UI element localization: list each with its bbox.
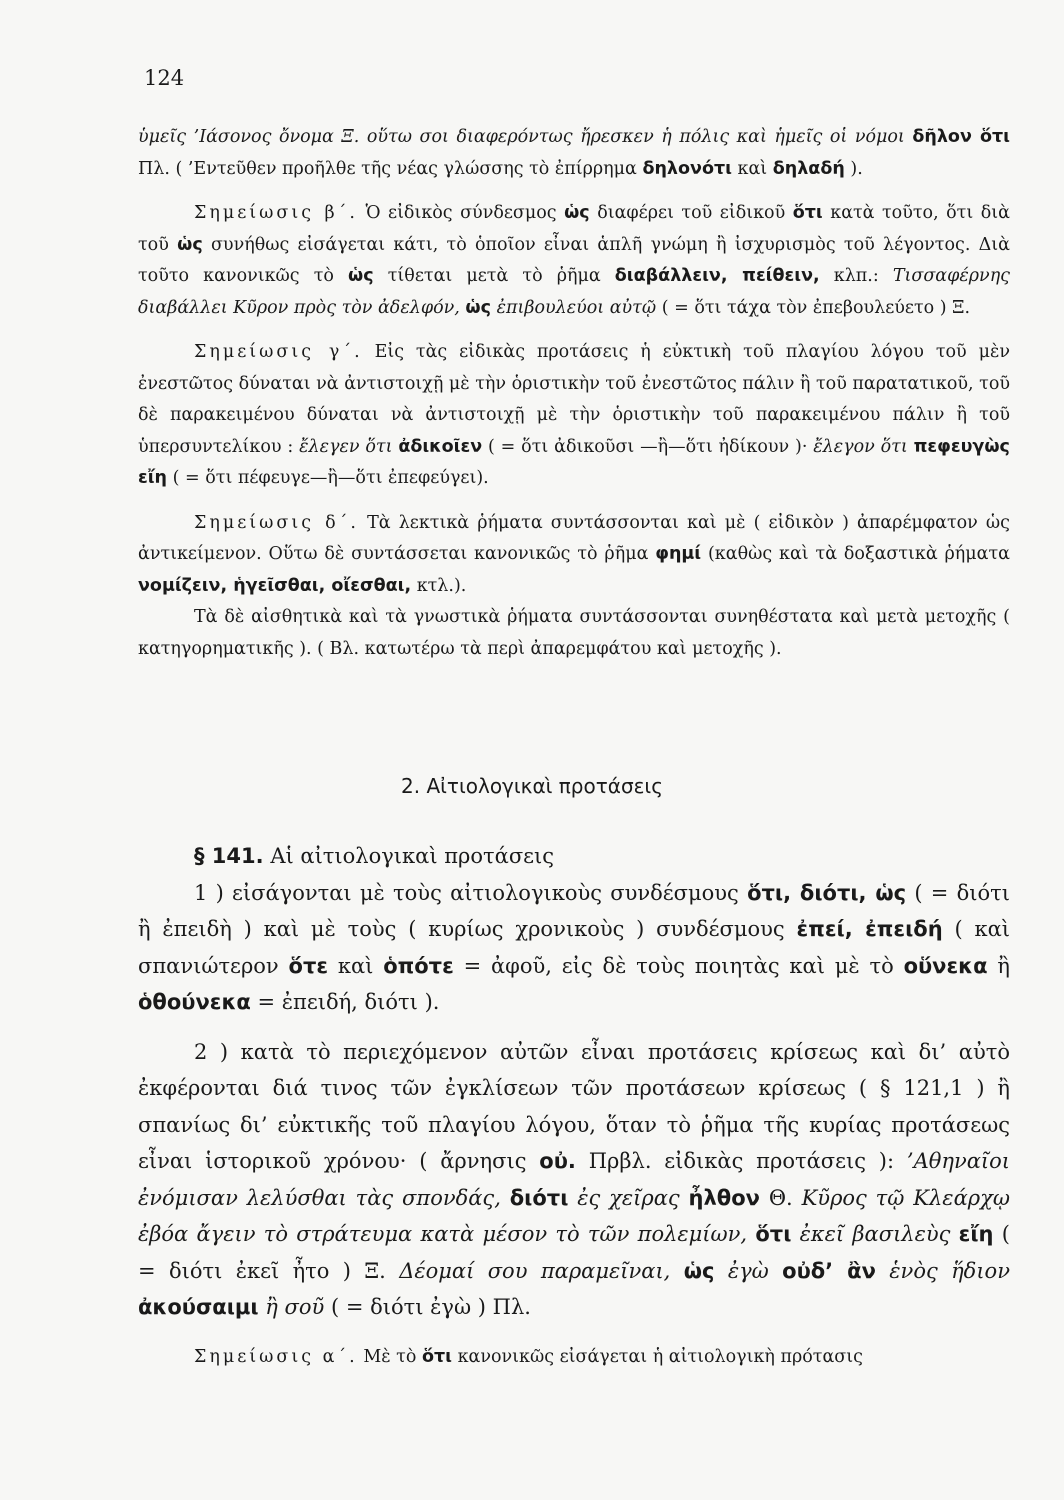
text-span: διαφέρει τοῦ εἰδικοῦ xyxy=(597,203,786,223)
italic-quote: ἐγὼ xyxy=(727,1258,769,1283)
italic-quote: Τισσαφέρνης διαβάλλει Κῦρον πρὸς τὸν ἀδελφόν, xyxy=(138,266,1010,318)
text-span: καὶ xyxy=(337,953,374,978)
bold-term: ὡς xyxy=(683,1258,715,1283)
note-delta xyxy=(138,508,1010,603)
text-span: ( = ὅτι πέφευγε—ἢ—ὅτι ἐπεφεύγει). xyxy=(172,468,489,488)
text-span: Αἱ αἰτιολογικαὶ προτάσεις xyxy=(270,844,555,868)
text-span: Πλ. ( ’Εντεῦθεν προῆλθε τῆς νέας γλώσσης τὸ ἐπίρρημα xyxy=(138,158,637,179)
italic-quote: ἑνὸς ἥδιον xyxy=(889,1258,1010,1283)
note-label: Σημείωσις β΄. xyxy=(194,203,358,223)
bold-term: ὁθούνεκα xyxy=(138,990,251,1014)
text-span: κατὰ τοῦτο, ὅτι διὰ τοῦ xyxy=(138,203,1010,255)
italic-quote: ἐκεῖ βασιλεὺς xyxy=(799,1222,951,1246)
note-label: Σημείωσις δ΄. xyxy=(194,512,359,533)
bold-term: δηλονότι xyxy=(642,158,732,179)
bold-term: ὅτι xyxy=(792,203,823,223)
italic-quote: ’Αθηναῖοι ἐνόμισαν λελύσθαι τὰς σπονδάς, xyxy=(138,1149,1011,1210)
bold-term: ὡς xyxy=(465,297,491,318)
bold-term: φημί xyxy=(655,544,702,564)
text-span: καὶ xyxy=(737,158,768,179)
bold-term: ὅτι xyxy=(421,1346,452,1367)
bold-term: νομίζειν, ἡγεῖσθαι, οἴεσθαι, xyxy=(138,575,412,596)
bold-term: οὐ. xyxy=(539,1149,576,1173)
text-span: Θ. xyxy=(768,1185,793,1210)
text-span: κανονικῶς εἰσάγεται ἡ αἰτιολογικὴ πρότασις xyxy=(457,1346,863,1367)
note-label: Σημείωσις γ΄. xyxy=(194,342,363,362)
bold-term: διότι xyxy=(509,1185,569,1210)
italic-quote: ἐπιβουλεύοι αὐτῷ xyxy=(496,297,657,318)
page-number: 124 xyxy=(144,66,185,90)
italic-quote: ἢ σοῦ xyxy=(265,1295,325,1319)
note-beta xyxy=(138,198,1010,324)
italic-quote: Δέομαί σου παραμεῖναι, xyxy=(399,1258,671,1283)
section-heading: 2. Αἰτιολογικαὶ προτάσεις xyxy=(401,774,663,798)
italic-quote: ἐς χεῖρας xyxy=(577,1185,680,1210)
text-span: ὑμεῖς ’Ιάσονος ὄνομα Ξ. οὕτω σοι διαφερόντως ἤρεσκεν ἡ πόλις καὶ ἡμεῖς οἱ νόμοι xyxy=(138,127,905,147)
text-span: ( = ὅτι ἀδικοῦσι —ἢ—ὅτι ἠδίκουν )· xyxy=(487,436,808,457)
section-mark: § 141. xyxy=(194,844,264,868)
text-span: ( καὶ σπανιώτερον xyxy=(138,917,1010,978)
text-span: ( = ὅτι τάχα τὸν ἐπεβουλεύετο ) Ξ. xyxy=(661,297,971,318)
bold-term: ὅτι xyxy=(755,1222,792,1246)
text-span: ( = διότι ἢ ἐπειδὴ ) καὶ μὲ τοὺς ( κυρίως χρονικοὺς ) συνδέσμους xyxy=(138,880,1010,941)
upper-text-block xyxy=(138,122,1010,665)
italic-quote: ἔλεγεν ὅτι xyxy=(299,436,393,457)
bold-term: εἴη xyxy=(958,1222,994,1246)
section-point-1 xyxy=(138,875,1010,1021)
italic-quote: ἔλεγον ὅτι xyxy=(813,436,908,457)
bold-term: ὁπότε xyxy=(383,953,454,978)
text-span: συνήθως εἰσάγεται κάτι, τὸ ὁποῖον εἶναι ἁπλῆ γνώμη ἢ ἰσχυρισμὸς τοῦ λέγοντος. Διὰ τοῦτο κανονικῶς τὸ xyxy=(138,234,1010,286)
text-span: Μὲ τὸ xyxy=(363,1346,417,1367)
text-span: = ἀφοῦ, εἰς δὲ τοὺς ποιητὰς καὶ μὲ τὸ xyxy=(463,953,894,978)
text-span: (καθὼς καὶ τὰ δοξαστικὰ ῥήματα xyxy=(707,544,1010,564)
text-span: ). xyxy=(850,158,863,179)
text-span: ἢ xyxy=(997,953,1010,978)
note-label: Σημείωσις α΄. xyxy=(194,1346,358,1367)
bold-term: ὡς xyxy=(348,266,374,286)
note-delta-continued: Τὰ δὲ αἰσθητικὰ καὶ τὰ γνωστικὰ ῥήματα συντάσσονται συνηθέστατα καὶ μετὰ μετοχῆς ( κατηγορηματικῆς ). ( Βλ. κατωτέρω τὰ περὶ ἀπαρεμφάτου καὶ μετοχῆς ). xyxy=(138,607,1010,659)
text-span: = ἐπειδή, διότι ). xyxy=(257,990,440,1014)
text-span: ( = διότι ἐκεῖ ἦτο ) Ξ. xyxy=(138,1222,1010,1283)
bold-term: ὅτι, διότι, ὡς xyxy=(747,880,907,905)
bold-term: πεφευγὼς εἴη xyxy=(138,436,1010,488)
bold-term: δηλαδή xyxy=(772,158,845,179)
bold-term: ὅτε xyxy=(288,953,329,978)
bold-term: δῆλον ὅτι xyxy=(912,127,1010,147)
italic-quote: Κῦρος τῷ Κλεάρχῳ ἐβόα ἄγειν τὸ στράτευμα κατὰ μέσον τὸ τῶν πολεμίων, xyxy=(138,1185,1010,1246)
text-span: τίθεται μετὰ τὸ ῥῆμα xyxy=(387,266,601,286)
section-point-2 xyxy=(138,1034,1010,1326)
section-141-title xyxy=(138,838,1010,875)
top-paragraph xyxy=(138,122,1010,185)
bold-term: ἀδικοῖεν xyxy=(398,436,483,457)
bold-term: οὐδ’ ἂν xyxy=(782,1258,876,1283)
text-span: 2 ) κατὰ τὸ περιεχόμενον αὐτῶν εἶναι προτάσεις κρίσεως καὶ δι’ αὐτὸ ἐκφέρονται διά τινος τῶν ἐγκλίσεων τῶν προτάσεων κρίσεως ( § 121,1 ) ἢ σπανίως δι’ εὐκτικῆς τοῦ πλαγίου λόγου, ὅταν τὸ ῥῆμα τῆς κυρίας προτάσεως εἶναι ἱστορικοῦ χρόνου· ( ἄρνησις xyxy=(138,1039,1010,1173)
text-span: ( = διότι ἐγὼ ) Πλ. xyxy=(330,1295,531,1319)
text-span: Πρβλ. εἰδικὰς προτάσεις ): xyxy=(588,1149,895,1173)
bold-term: διαβάλλειν, πείθειν, xyxy=(614,266,820,286)
text-span: κλπ.: xyxy=(833,266,879,286)
note-alpha xyxy=(138,1339,1010,1376)
note-gamma xyxy=(138,337,1010,495)
bold-term: ὡς xyxy=(564,203,590,223)
bold-term: ἐπεί, ἐπειδή xyxy=(796,917,943,941)
text-span: Ὁ εἰδικὸς σύνδεσμος xyxy=(365,203,557,223)
text-span: 1 ) εἰσάγονται μὲ τοὺς αἰτιολογικοὺς συνδέσμους xyxy=(194,880,739,905)
text-span: Τὰ λεκτικὰ ῥήματα συντάσσονται καὶ μὲ ( εἰδικὸν ) ἀπαρέμφατον ὡς ἀντικείμενον. Οὕτω δὲ συντάσσεται κανονικῶς τὸ ῥῆμα xyxy=(138,512,1010,564)
bold-term: ἦλθον xyxy=(688,1185,760,1210)
bold-term: ὡς xyxy=(177,234,203,255)
text-span: Εἰς τὰς εἰδικὰς προτάσεις ἡ εὐκτικὴ τοῦ πλαγίου λόγου τοῦ μὲν ἐνεστῶτος δύναται νὰ ἀντιστοιχῇ μὲ τὴν ὁριστικὴν τοῦ ἐνεστῶτος πάλιν ἢ τοῦ παρατατικοῦ, τοῦ δὲ παρακειμένου δύναται νὰ ἀντιστοιχῇ μὲ τὴν ὁριστικὴν τοῦ παρακειμένου πάλιν ἢ τοῦ ὑπερσυντελίκου : xyxy=(138,342,1010,457)
bold-term: ἀκούσαιμι xyxy=(138,1295,259,1319)
lower-text-block xyxy=(138,838,1010,1375)
bold-term: οὕνεκα xyxy=(903,953,988,978)
text-span: κτλ.). xyxy=(416,575,467,596)
